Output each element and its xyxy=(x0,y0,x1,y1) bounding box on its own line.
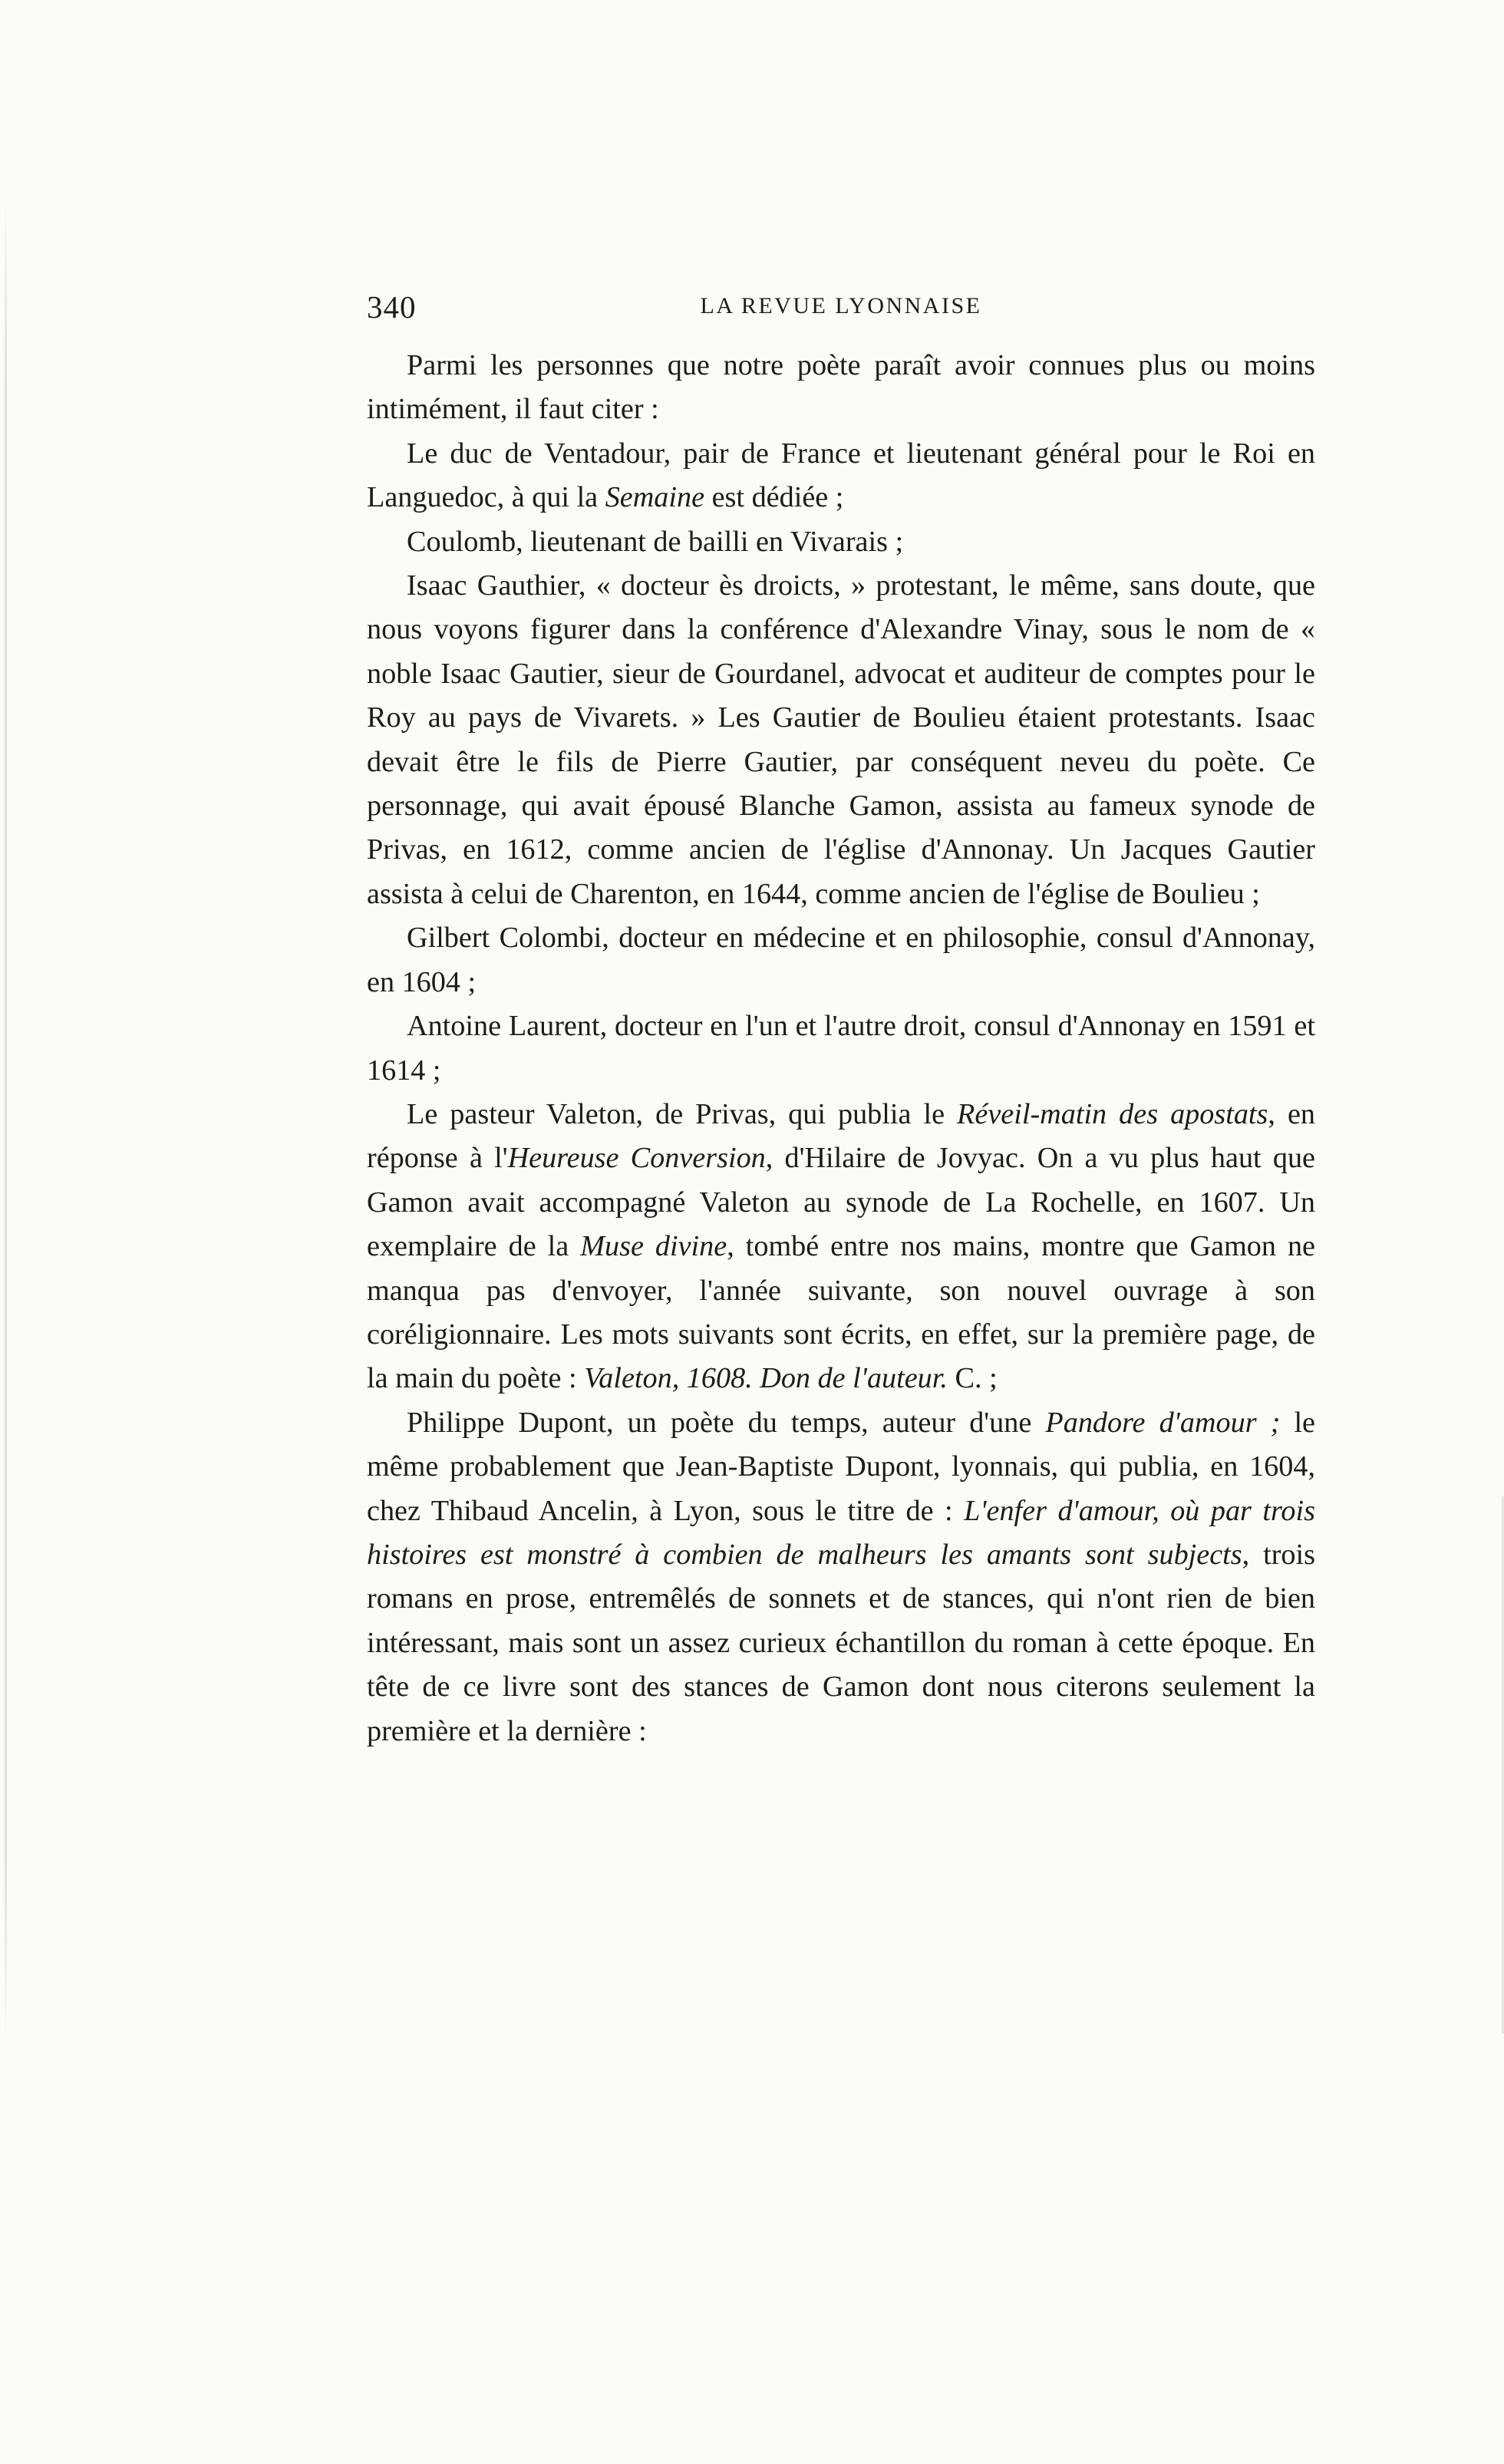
italic-text: Réveil-matin des apostats xyxy=(957,1097,1268,1130)
paragraph xyxy=(367,564,1315,916)
italic-text: Valeton, 1608. Don de l'auteur. xyxy=(584,1362,948,1395)
text-run: Isaac Gauthier, « docteur ès droicts, » protestant, le même, sans doute, que nous voyons figurer dans la conférence d'Alexandre Vinay, sous le nom de « noble Isaac Gautier, sieur de Gourdanel, advocat et auditeur de comptes pour le Roy au pays de Vivarets. » Les Gautier de Boulieu étaient protestants. Isaac devait être le fils de Pierre Gautier, par conséquent neveu du poète. Ce personnage, qui avait épousé Blanche Gamon, assista au fameux synode de Privas, en 1612, comme ancien de l'église d'Annonay. Un Jacques Gautier assista à celui de Charenton, en 1644, comme ancien de l'église de Boulieu ; xyxy=(367,569,1315,910)
running-title: LA REVUE LYONNAISE xyxy=(700,293,982,318)
text-run: Le pasteur Valeton, de Privas, qui publia le xyxy=(407,1097,958,1130)
paragraph xyxy=(367,520,1315,564)
text-run: , tombé entre nos mains, montre que Gamon ne manqua pas d'envoyer, l'année suivante, son nouvel ouvrage à son coréligionnaire. Les mots suivants sont écrits, en effet, sur la première page, de la main du poète : xyxy=(367,1230,1315,1395)
text-run: Coulomb, lieutenant de bailli en Vivarais ; xyxy=(407,525,904,558)
text-run: , en réponse à l' xyxy=(367,1097,1316,1175)
text-run: Antoine Laurent, docteur en l'un et l'autre droit, consul d'Annonay en 1591 et 1614 ; xyxy=(367,1010,1315,1087)
text-run: Gilbert Colombi, docteur en médecine et en philosophie, consul d'Annonay, en 1604 ; xyxy=(367,922,1315,998)
body-text xyxy=(367,344,1315,1753)
paragraph xyxy=(367,1401,1315,1753)
paragraph xyxy=(367,432,1315,520)
paragraph xyxy=(367,344,1315,432)
text-run: Le duc de Ventadour, pair de France et lieutenant général pour le Roi en Languedoc, à qui la xyxy=(367,437,1315,514)
book-page xyxy=(367,289,1315,1753)
page-header xyxy=(367,289,1315,327)
text-run: Philippe Dupont, un poète du temps, auteur d'une xyxy=(407,1406,1046,1439)
text-run: , d'Hilaire de Jovyac. On a vu plus haut que Gamon avait accompagné Valeton au synode de La Rochelle, en 1607. Un exemplaire de la xyxy=(367,1142,1315,1263)
paragraph xyxy=(367,916,1315,1004)
scan-edge-left xyxy=(5,200,7,2041)
text-run: le même probablement que Jean-Baptiste Dupont, lyonnais, qui publia, en 1604, chez Thibaud Ancelin, à Lyon, sous le titre de : xyxy=(367,1406,1315,1527)
italic-text: Pandore d'amour ; xyxy=(1045,1406,1281,1439)
paragraph xyxy=(367,1093,1315,1401)
text-run: est dédiée ; xyxy=(704,481,844,514)
text-run: C. ; xyxy=(947,1362,998,1395)
italic-text: Muse divine xyxy=(580,1230,727,1263)
italic-text: Semaine xyxy=(605,481,705,514)
text-run: , trois romans en prose, entremêlés de sonnets et de stances, qui n'ont rien de bien intéressant, mais sont un assez curieux échantillon du roman à cette époque. En tête de ce livre sont des stances de Gamon dont nous citerons seulement la première et la dernière : xyxy=(367,1538,1315,1747)
text-run: Parmi les personnes que notre poète paraît avoir connues plus ou moins intimément, il faut citer : xyxy=(367,349,1315,426)
page-number: 340 xyxy=(367,289,417,325)
italic-text: L'enfer d'amour, où par trois histoires est monstré à combien de malheurs les amants sont subjects xyxy=(367,1494,1315,1571)
paragraph xyxy=(367,1004,1315,1093)
italic-text: Heureuse Conversion xyxy=(507,1142,766,1175)
